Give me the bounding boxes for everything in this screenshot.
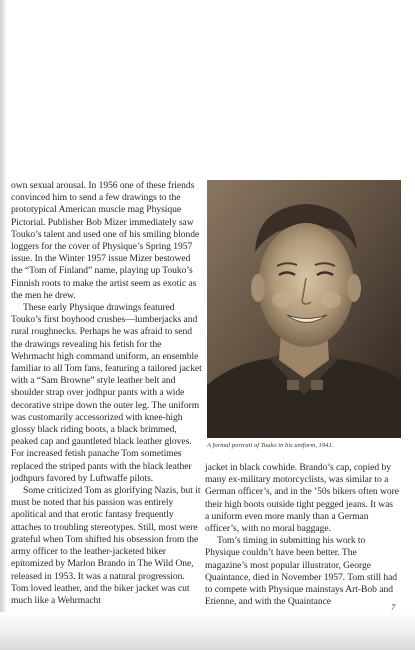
portrait-photo <box>207 180 401 438</box>
photo-caption: A formal portrait of Touko in his uniform, 1941. <box>207 442 334 449</box>
paragraph-2: These early Physique drawings featured Touko’s first boyhood crushes—lumberjacks and rural roughnecks. Perhaps he was afraid to send the drawings revealing his fetish for the Wehrmacht high command uniform, an ensemble familiar to all Tom fans, featuring a tailored jacket with a “Sam Browne” style leather belt and shoulder strap over jodhpur pants with a wide decorative stripe down the outer leg. The uniform was customarily accessorized with knee-high glossy black riding boots, a black brimmed, peaked cap and gauntleted black leather gloves. For increased fetish panache Tom sometimes replaced the striped pants with the black leather jodhpurs favored by Luftwaffe pilots. <box>11 302 202 484</box>
right-text-column <box>205 462 399 608</box>
page-bottom-shadow <box>0 612 415 650</box>
page-fold-shadow <box>0 0 6 650</box>
page-number: 7 <box>391 602 396 612</box>
paragraph-5: Tom’s timing in submitting his work to Physique couldn’t have been better. The magazine’s most popular illustrator, George Quaintance, died in November 1957. Tom still had to compete with Physique mainstays Art-Bob and Etienne, and with the Quaintance <box>205 535 398 608</box>
paragraph-1: own sexual arousal. In 1956 one of these friends convinced him to send a few drawings to the prototypical American muscle mag Physique Pictorial. Publisher Bob Mizer immediately saw Touko’s talent and used one of his smiling blonde loggers for the cover of Physique’s Spring 1957 issue. In the Winter 1957 issue Mizer bestowed the “Tom of Finland” name, playing up Touko’s Finnish roots to make the artist seem as exotic as the men he drew. <box>11 180 200 301</box>
paragraph-4: jacket in black cowhide. Brando’s cap, copied by many ex-military motorcyclists, was similar to a German officer’s, and in the ’50s bikers often wore their high boots outside tight pegged jeans. It was a uniform even more manly than a German officer’s, with no moral baggage. <box>205 462 399 535</box>
portrait-illustration <box>207 180 401 438</box>
left-text-column <box>11 180 203 607</box>
paragraph-3: Some criticized Tom as glorifying Nazis, but it must be noted that his passion was entirely apolitical and that erotic fantasy frequently attaches to troubling stereotypes. Still, most were grateful when Tom shifted his obsession from the army officer to the leather-jacketed biker epitomized by Marlon Brando in The Wild One, released in 1953. It was a natural progression. Tom loved leather, and the biker jacket was cut much like a Wehrmacht <box>11 485 201 606</box>
